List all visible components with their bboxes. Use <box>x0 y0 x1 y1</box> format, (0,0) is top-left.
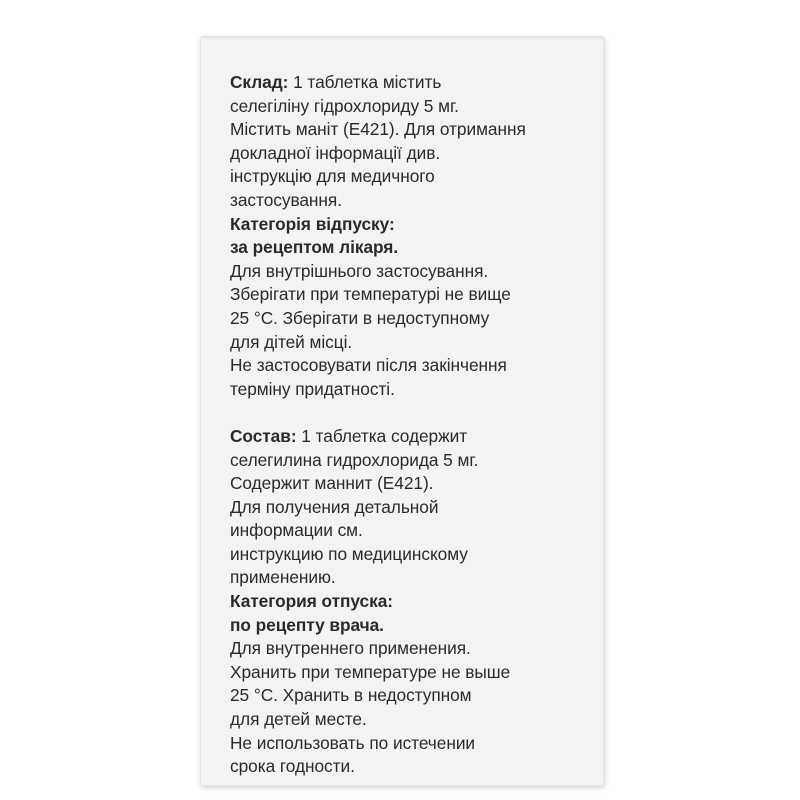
ua-composition-text: 1 таблетка містить <box>288 72 442 92</box>
ru-category-value: по рецепту врача. <box>230 614 384 635</box>
ua-composition-label: Склад: <box>230 72 289 92</box>
ua-instruction-line-1: Для внутрішнього застосування. <box>230 260 489 281</box>
ru-composition-label: Состав: <box>230 425 297 446</box>
ua-composition-line-1 <box>230 71 602 95</box>
ru-category-label: Категория отпуска: <box>230 591 393 612</box>
ru-instruction-line-2: Хранить при температуре не выше <box>230 661 511 682</box>
package-back-panel <box>200 36 604 786</box>
ua-composition-line-5: інструкцію для медичного <box>230 166 435 187</box>
ua-instruction-line-2: Зберігати при температурі не вище <box>230 284 511 305</box>
ru-instruction-line-1: Для внутреннего применения. <box>230 638 471 659</box>
ru-composition-line-6: инструкцию по медицинскому <box>230 543 468 564</box>
ua-instruction-line-6: терміну придатності. <box>230 378 395 399</box>
ua-category-value: за рецептом лікаря. <box>230 237 399 258</box>
ua-instruction-line-4: для дітей місці. <box>230 331 353 352</box>
ua-instruction-line-3: 25 °С. Зберігати в недоступному <box>230 307 490 328</box>
ua-composition-line-6: застосування. <box>230 189 342 210</box>
ua-category-label: Категорія відпуску: <box>230 213 395 234</box>
ua-composition-line-3: Містить маніт (Е421). Для отримання <box>230 119 526 140</box>
label-text-block <box>230 71 602 779</box>
ru-composition-line-7: применению. <box>230 567 336 588</box>
ru-composition-line-5: информации см. <box>230 520 363 541</box>
ru-instruction-line-5: Не использовать по истечении <box>230 732 476 753</box>
ua-instruction-line-5: Не застосовувати після закінчення <box>230 355 507 376</box>
ua-composition-line-4: докладної інформації див. <box>230 142 441 163</box>
ru-composition-line-4: Для получения детальной <box>230 496 439 517</box>
ua-composition-line-2: селегіліну гідрохлориду 5 мг. <box>230 95 459 116</box>
ru-instruction-line-3: 25 °С. Хранить в недоступном <box>230 685 472 706</box>
ru-composition-line-1 <box>230 425 602 449</box>
ru-composition-text: 1 таблетка содержит <box>296 425 468 446</box>
ru-composition-line-3: Содержит маннит (Е421). <box>230 473 434 494</box>
ru-instruction-line-6: срока годности. <box>230 756 355 777</box>
section-spacer <box>230 401 602 425</box>
ru-instruction-line-4: для детей месте. <box>230 709 367 730</box>
ru-composition-line-2: селегилина гидрохлорида 5 мг. <box>230 449 479 470</box>
